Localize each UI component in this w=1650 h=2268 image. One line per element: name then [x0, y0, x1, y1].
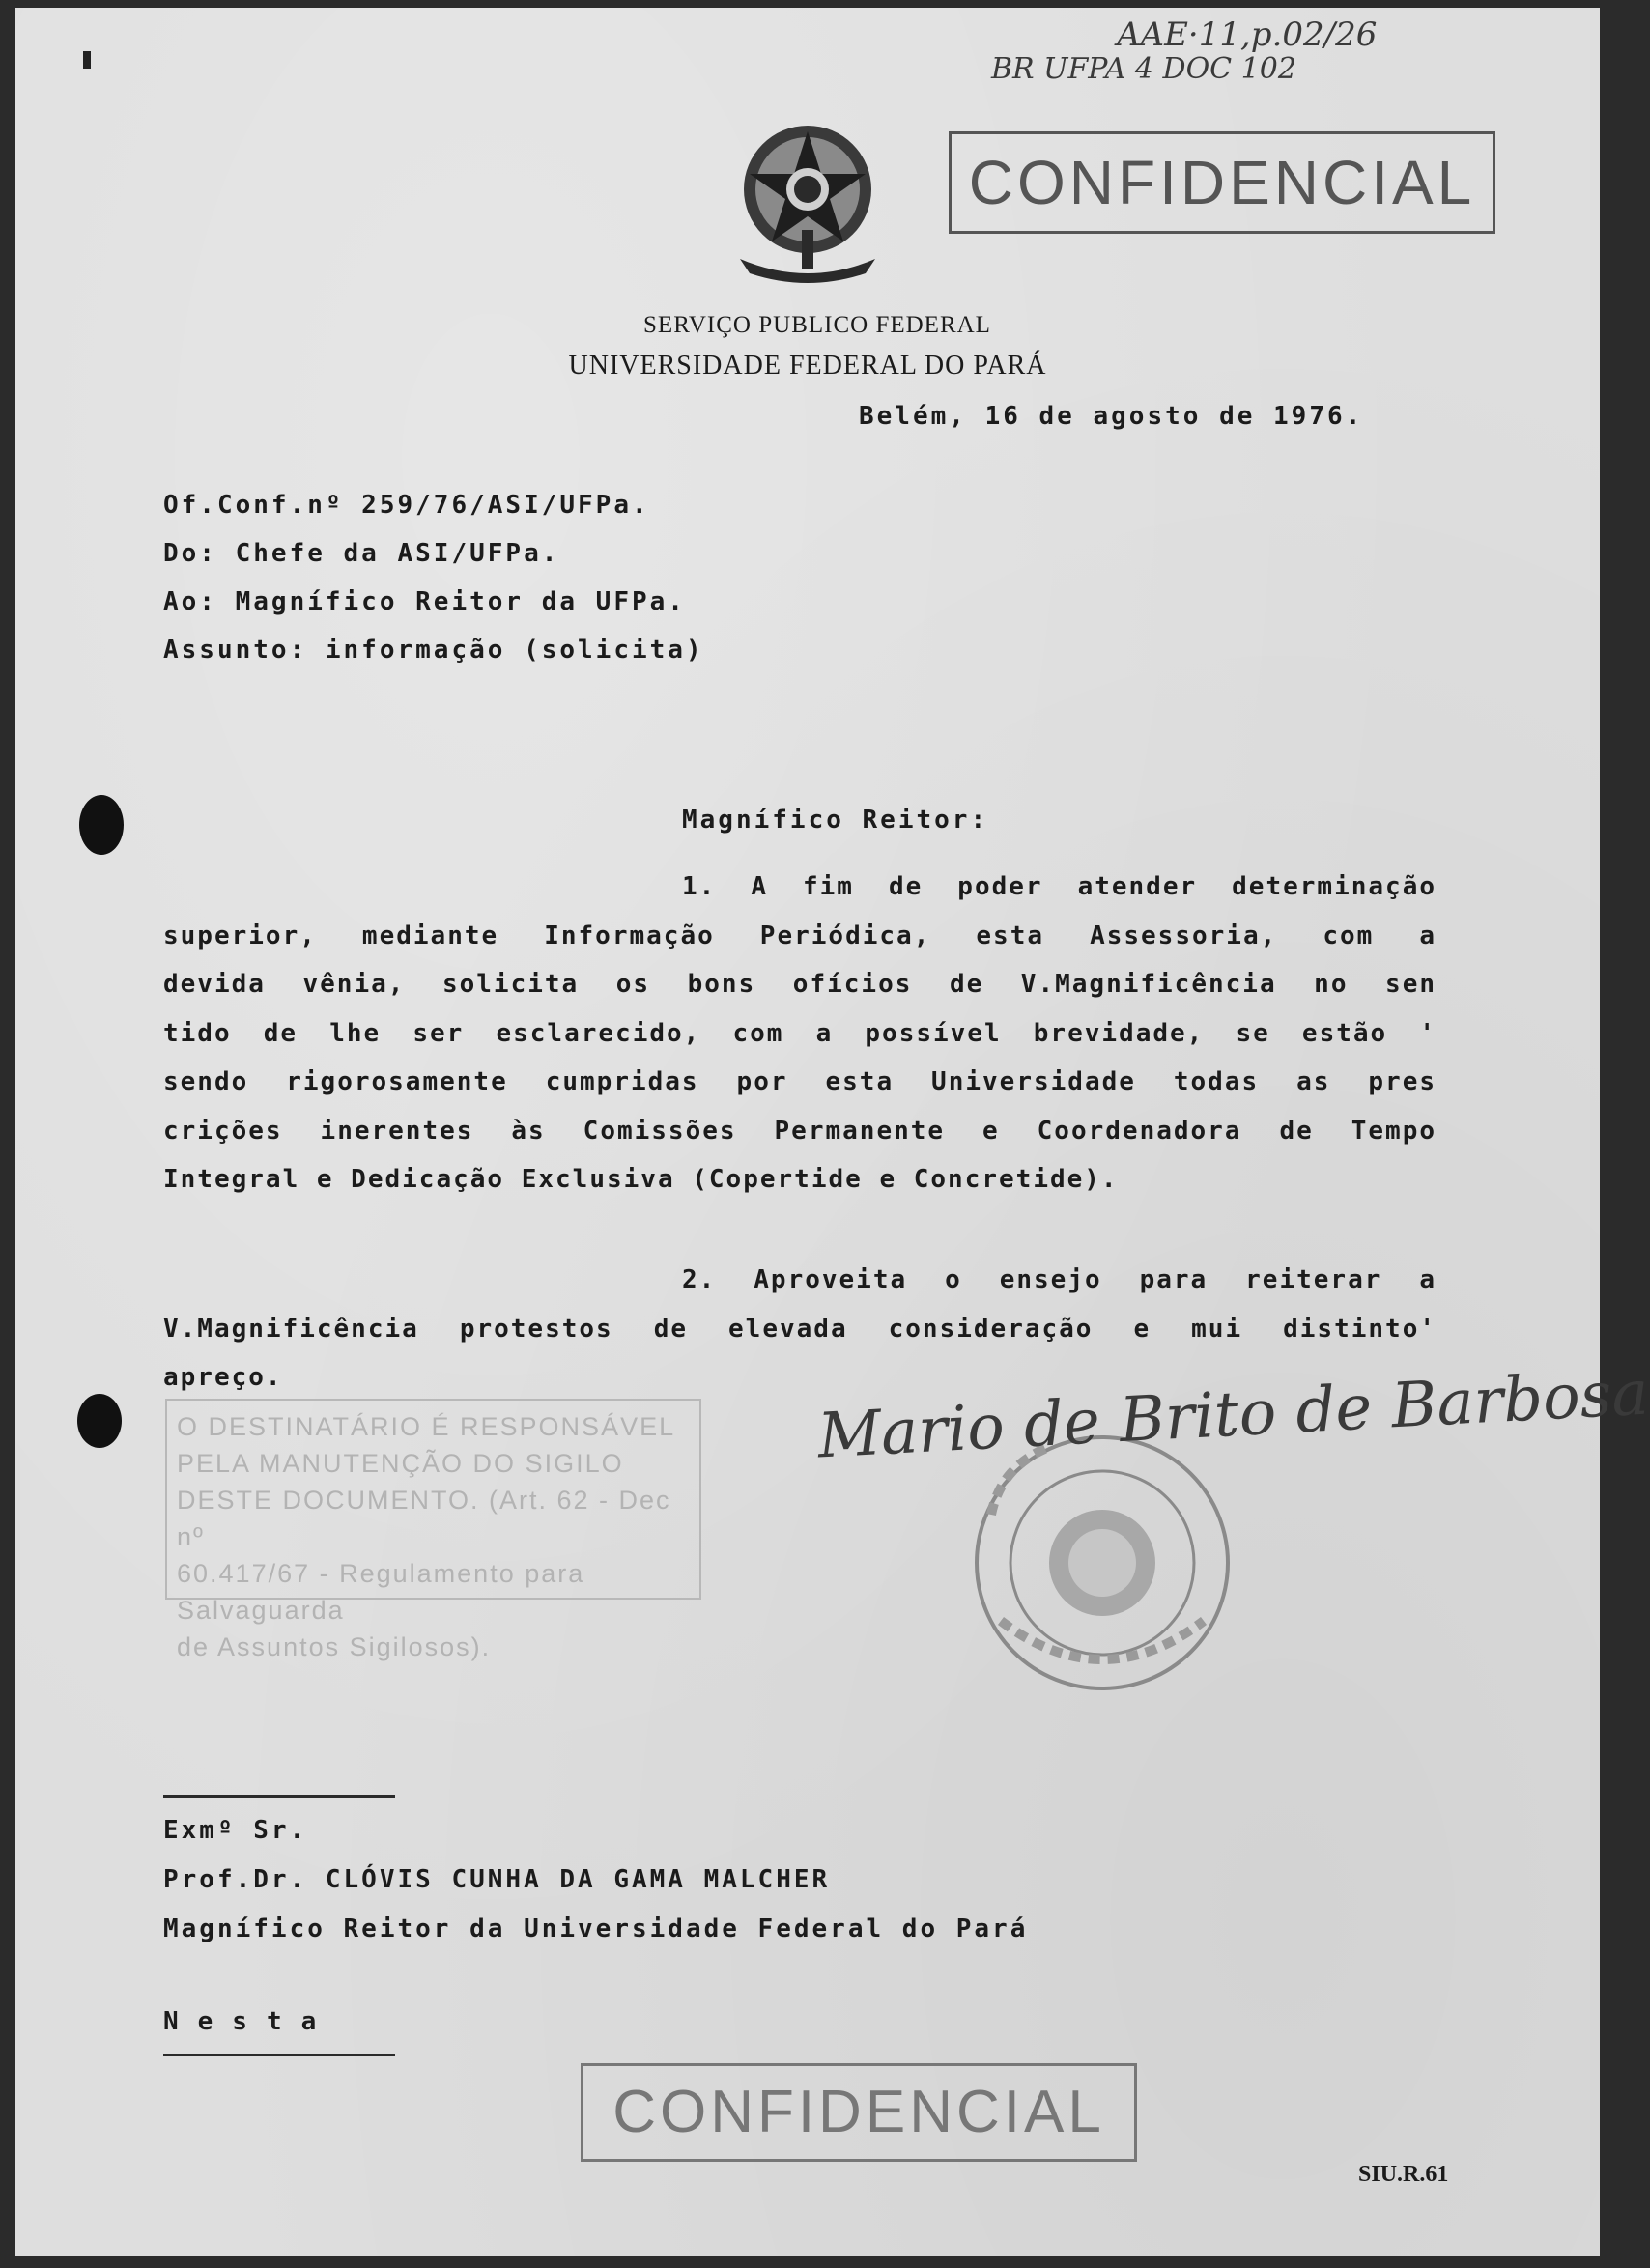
memo-from: Do: Chefe da ASI/UFPa. [163, 539, 560, 568]
punch-hole [77, 1394, 122, 1448]
addressee-name: Prof.Dr. CLÓVIS CUNHA DA GAMA MALCHER [163, 1865, 831, 1894]
notice-line: de Assuntos Sigilosos). [177, 1632, 492, 1661]
coat-of-arms-icon [721, 114, 895, 288]
paragraph-line: tido de lhe ser esclarecido, com a possível brevidade, se estão ' [163, 1018, 1437, 1048]
punch-hole [79, 795, 124, 855]
paragraph-1 [163, 863, 1437, 1205]
paragraph-line: Integral e Dedicação Exclusiva (Copertide e Concretide). [163, 1165, 1119, 1194]
notice-line: 60.417/67 - Regulamento para Salvaguarda [177, 1559, 585, 1625]
notice-line: PELA MANUTENÇÃO DO SIGILO [177, 1449, 624, 1478]
memo-reference: Of.Conf.nº 259/76/ASI/UFPa. [163, 491, 650, 520]
confidentiality-notice [165, 1399, 701, 1661]
notice-line: O DESTINATÁRIO É RESPONSÁVEL [177, 1412, 676, 1441]
nesta-label: Nesta [163, 2007, 336, 2036]
memo-to: Ao: Magnífico Reitor da UFPa. [163, 587, 686, 616]
document-page [15, 8, 1650, 2256]
paragraph-line: devida vênia, solicita os bons ofícios de V.Magnificência no sen [163, 970, 1437, 999]
paragraph-line: crições inerentes às Comissões Permanente e Coordenadora de Tempo [163, 1116, 1437, 1146]
header-service: SERVIÇO PUBLICO FEDERAL [643, 312, 991, 338]
punch-mark [83, 51, 91, 69]
paragraph-line: 2. Aproveita o ensejo para reiterar a [682, 1265, 1437, 1294]
confidential-stamp-bottom: CONFIDENCIAL [581, 2063, 1137, 2162]
paragraph-line: 1. A fim de poder atender determinação [682, 872, 1437, 901]
memo-header [163, 481, 704, 674]
confidential-stamp-top: CONFIDENCIAL [949, 131, 1495, 234]
salutation: Magnífico Reitor: [682, 806, 989, 835]
addressee-block [163, 1806, 1028, 1954]
paragraph-line: sendo rigorosamente cumpridas por esta Universidade todas as pres [163, 1067, 1437, 1096]
addressee-title: Magnífico Reitor da Universidade Federal do Pará [163, 1914, 1029, 1943]
header-university: UNIVERSIDADE FEDERAL DO PARÁ [568, 351, 1047, 381]
paragraph-line: apreço. [163, 1363, 283, 1392]
notice-line: DESTE DOCUMENTO. (Art. 62 - Dec nº [177, 1486, 671, 1551]
signature: Mario de Brito de Barbosa [815, 1357, 1650, 1473]
document-date: Belém, 16 de agosto de 1976. [859, 402, 1364, 431]
paragraph-line: V.Magnificência protestos de elevada consideração e mui distinto' [163, 1314, 1437, 1344]
archive-ref-line1: AAE·11,p.02/26 [1117, 15, 1378, 54]
form-code: SIU.R.61 [1358, 2162, 1449, 2187]
memo-subject: Assunto: informação (solicita) [163, 636, 704, 665]
archive-ref-line2: BR UFPA 4 DOC 102 [991, 52, 1296, 86]
addressee-salutation: Exmº Sr. [163, 1816, 308, 1845]
divider-bottom [163, 2054, 395, 2056]
divider-top [163, 1795, 395, 1798]
archive-reference [991, 15, 1378, 87]
paragraph-line: superior, mediante Informação Periódica, esta Assessoria, com a [163, 921, 1437, 950]
